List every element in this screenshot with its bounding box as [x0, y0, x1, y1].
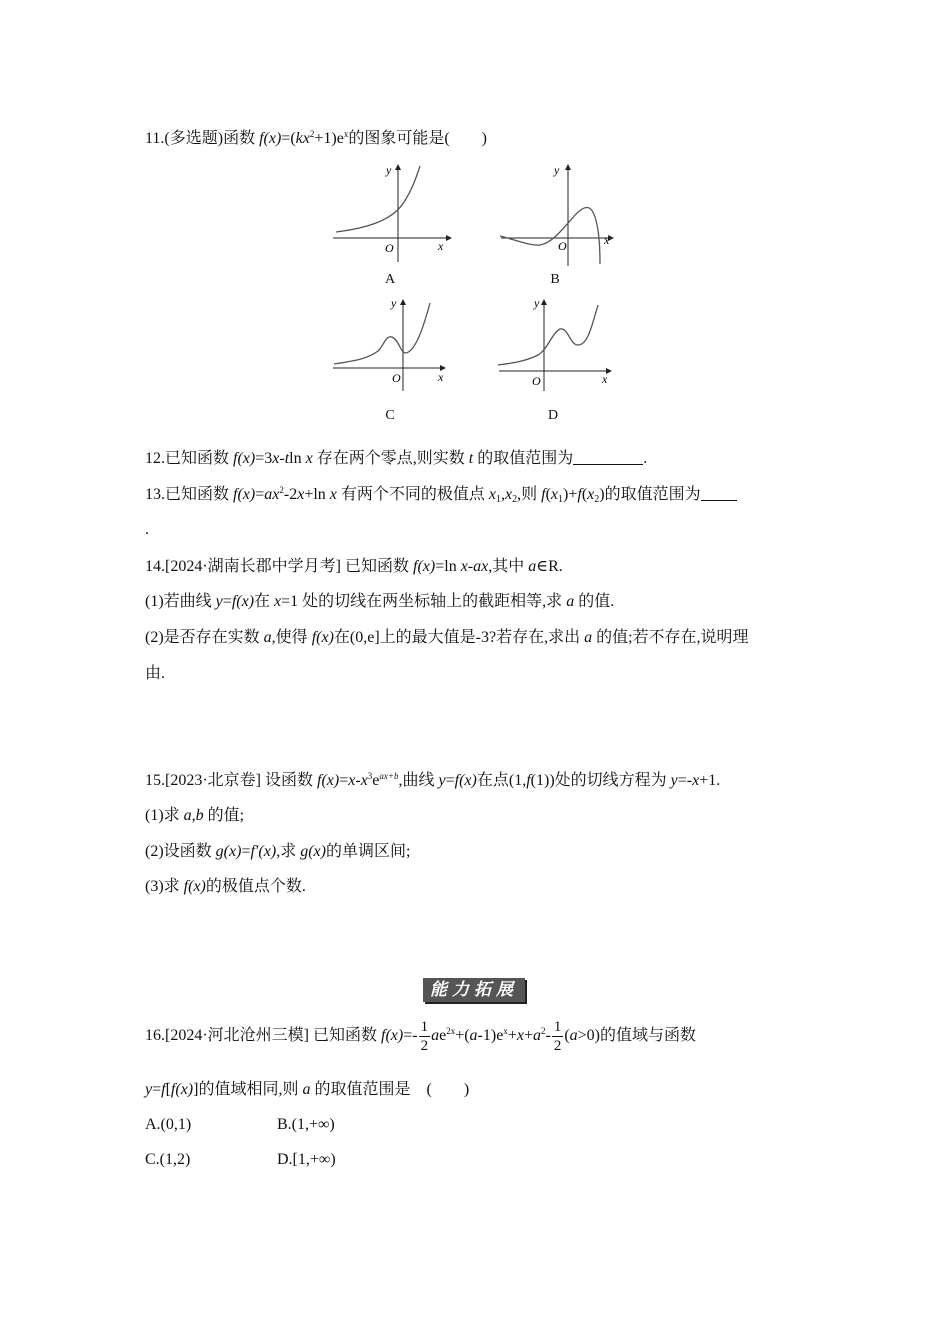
- option-c[interactable]: C.(1,2): [145, 1151, 191, 1168]
- svg-text:y: y: [554, 163, 560, 177]
- option-d[interactable]: D.[1,+∞): [277, 1151, 336, 1168]
- fraction-half: $\frac{1}{2}$: [553, 1018, 562, 1054]
- svg-text:y: y: [386, 163, 392, 177]
- svg-text:x: x: [604, 233, 610, 247]
- q16-stem-cont: y=f[f(x)]的值域相同,则 a 的取值范围是 ( ): [145, 1081, 470, 1098]
- graph-d: [494, 295, 619, 400]
- q14-stem: 14.[2024·湖南长郡中学月考] 已知函数 f(x)=ln x-ax,其中 a∈R.: [145, 558, 563, 575]
- svg-text:O: O: [385, 241, 394, 255]
- option-a[interactable]: A.(0,1): [145, 1116, 192, 1133]
- q14-part1: (1)若曲线 y=f(x)在 x=1 处的切线在两坐标轴上的截距相等,求 a 的值.: [145, 593, 615, 610]
- svg-text:x: x: [602, 372, 608, 386]
- svg-text:y: y: [391, 296, 397, 310]
- option-b[interactable]: B.(1,+∞): [277, 1116, 335, 1133]
- caption-d: D: [547, 408, 559, 423]
- fraction-half: $\frac{1}{2}$: [420, 1018, 429, 1054]
- svg-text:O: O: [392, 371, 401, 385]
- q15-stem: 15.[2023·北京卷] 设函数 $f(x)=x-x^3e^{ax+b}$,曲线 y=f(x)在点(1,f(1))处的切线方程为 y=-x+1.: [145, 771, 721, 789]
- svg-text:O: O: [558, 239, 567, 253]
- caption-c: C: [385, 408, 395, 423]
- svg-text:y: y: [534, 296, 540, 310]
- q12-stem: 12.已知函数 f(x)=3x-tln x 存在两个零点,则实数 t 的取值范围为 .: [145, 450, 648, 467]
- q13-stem: 13.已知函数 $f(x)=ax^2-2x+\ln$ x 有两个不同的极值点 $x_1,x_2$,则 $f(x_1)+f(x_2)$的取值范围为: [145, 485, 737, 505]
- q13-dot: .: [145, 521, 149, 538]
- caption-a: A: [384, 272, 396, 287]
- q16-stem: 16.[2024·河北沧州三模] 已知函数 f(x)=- $\frac{1}{2}$ $ae^{2x}+(a-1)e^x+x+a^2-$ $\frac{1}{2}$ (a>0)的值域与函数: [145, 1018, 696, 1054]
- svg-text:x: x: [438, 239, 444, 253]
- q14-part2: (2)是否存在实数 a,使得 f(x)在(0,e]上的最大值是-3?若存在,求出 a 的值;若不存在,说明理: [145, 629, 749, 646]
- svg-text:O: O: [532, 374, 541, 388]
- q15-part2: (2)设函数 g(x)=f′(x),求 g(x)的单调区间;: [145, 843, 411, 860]
- svg-text:x: x: [438, 370, 444, 384]
- q15-part1: (1)求 a,b 的值;: [145, 807, 245, 824]
- answer-blank[interactable]: [701, 486, 737, 501]
- caption-b: B: [550, 272, 560, 287]
- q15-part3: (3)求 f(x)的极值点个数.: [145, 878, 306, 895]
- graph-b: [496, 160, 621, 275]
- section-badge: 能力拓展: [423, 978, 525, 1002]
- answer-blank[interactable]: [573, 450, 643, 465]
- q11-stem: 11.(多选题)函数 $f(x)=(kx^2+1)e^x$的图象可能是( ): [145, 129, 487, 147]
- graph-c: [328, 295, 453, 400]
- q14-part2-cont: 由.: [145, 665, 166, 682]
- graph-a: [328, 160, 453, 270]
